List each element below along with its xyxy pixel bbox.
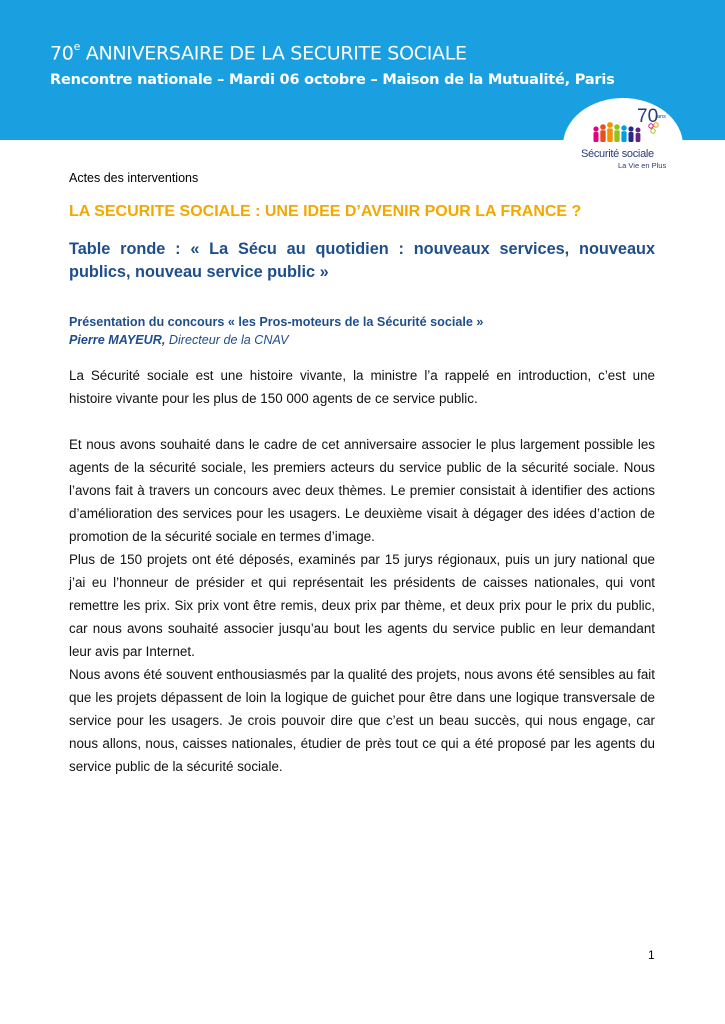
- body-line: service public de la sécurité sociale.: [69, 759, 283, 774]
- body-line: nous allons, nous, caisses nationales, étudier de près tout ce qui a été proposé par les agents du: [69, 736, 655, 751]
- body-line: j’ai eu l’honneur de présider et qui représentait les présidents de caisses nationales, qui vont: [69, 575, 655, 590]
- title-number: 70: [50, 42, 74, 65]
- table-title-line: publics, nouveau service public »: [69, 263, 329, 281]
- presentation-heading: Présentation du concours « les Pros-moteurs de la Sécurité sociale »: [69, 315, 484, 329]
- speaker-role: Directeur de la CNAV: [165, 333, 289, 347]
- body-line: La Sécurité sociale est une histoire vivante, la ministre l’a rappelé en introduction, c’est une: [69, 368, 655, 383]
- speaker-line: [69, 333, 289, 347]
- body-line: car nous avons souhaité associer jusqu’au bout les agents du service public en leur demandant: [69, 621, 655, 636]
- main-title: LA SECURITE SOCIALE : UNE IDEE D’AVENIR POUR LA FRANCE ?: [69, 203, 582, 220]
- body-line: leur avis par Internet.: [69, 644, 195, 659]
- body-line: histoire vivante pour les plus de 150 000 agents de ce service public.: [69, 391, 478, 406]
- title-superscript: e: [73, 40, 81, 53]
- body-line: Plus de 150 projets ont été déposés, examinés par 15 jurys régionaux, puis un jury national que: [69, 552, 655, 567]
- logo-name: Sécurité sociale: [581, 148, 654, 160]
- body-line: d’amélioration des services pour les usagers. Le deuxième visait à dégager des idées d’action de: [69, 506, 655, 521]
- kicker: Actes des interventions: [69, 171, 199, 185]
- table-title-line: Table ronde : « La Sécu au quotidien : nouveaux services, nouveaux: [69, 240, 655, 258]
- body-line: Nous avons été souvent enthousiasmés par la qualité des projets, nous avons été sensibles au fait: [69, 667, 655, 682]
- body-line: que les projets dépassent de loin la logique de guichet pour être dans une logique transversale de: [69, 690, 655, 705]
- securite-sociale-logo: [563, 98, 683, 193]
- title-text: ANNIVERSAIRE DE LA SECURITE SOCIALE: [80, 42, 467, 65]
- logo-suffix: ans: [657, 114, 666, 120]
- body-line: agents de la sécurité sociale, les premiers acteurs du service public de la sécurité sociale. Nous: [69, 460, 655, 475]
- body-line: l’avons fait à travers un concours avec deux thèmes. Le premier consistait à identifier des actions: [69, 483, 655, 498]
- event-subtitle: Rencontre nationale – Mardi 06 octobre – Maison de la Mutualité, Paris: [50, 72, 615, 88]
- logo-tagline: La Vie en Plus: [618, 161, 667, 170]
- body-line: service pour les usagers. Je crois pouvoir dire que c’est un beau succès, qui nous engage, car: [69, 713, 655, 728]
- speaker-name: Pierre MAYEUR,: [69, 333, 166, 347]
- logo-people-graphic: [563, 98, 683, 193]
- body-line: remettre les prix. Six prix vont être remis, deux prix par thème, et deux prix pour le prix du public,: [69, 598, 655, 613]
- logo-number: 70: [637, 106, 659, 127]
- event-title: [50, 42, 467, 64]
- page-number: 1: [648, 948, 655, 962]
- body-line: Et nous avons souhaité dans le cadre de cet anniversaire associer le plus largement possible les: [69, 437, 655, 452]
- logo-figures: [593, 122, 640, 142]
- body-line: promotion de la sécurité sociale en termes d’image.: [69, 529, 375, 544]
